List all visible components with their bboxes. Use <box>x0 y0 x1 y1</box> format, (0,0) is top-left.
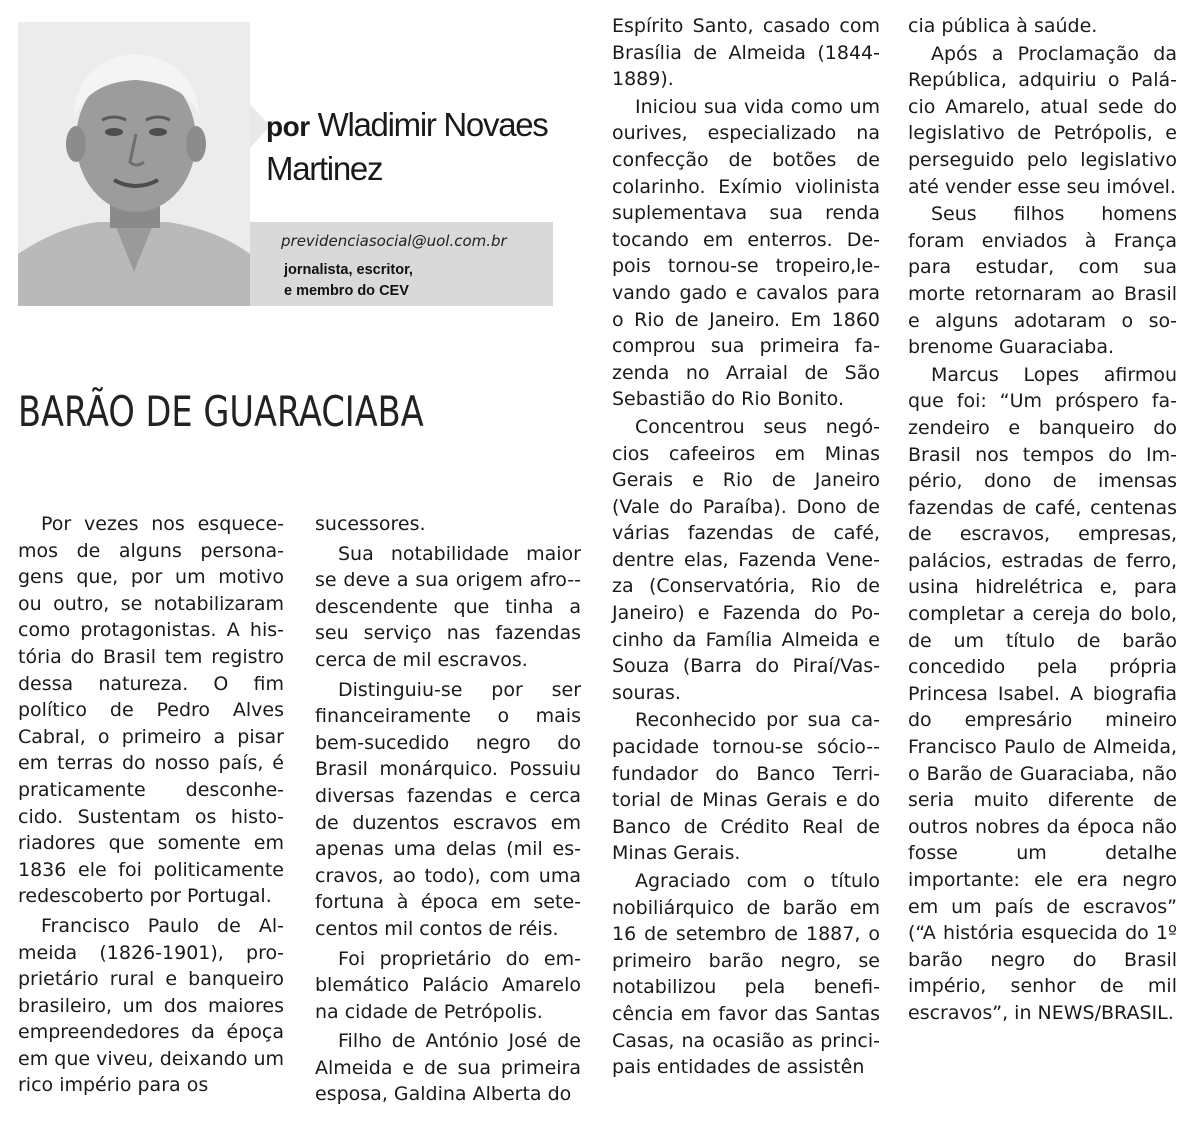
article-column-3 <box>612 13 880 1082</box>
paragraph: Concentrou seus negócios cafeeiros em Minas Gerais e Rio de Janeiro (Vale do Paraíba). Dono de várias fazendas de café, dentre elas, Fazenda Veneza (Conservatória, Rio de Janeiro) e Fazenda do Pocinho da Família Almeida e Souza (Barra do Piraí/Vassouras. <box>612 415 880 704</box>
article-column-2 <box>315 511 581 1111</box>
paragraph: Francisco Paulo de Almeida (1826-1901), proprietário rural e banqueiro brasileiro, um dos maiores empreendedores da époça em que viveu, deixando um rico império para os <box>18 914 284 1097</box>
paragraph: Distinguiu-se por ser financeiramente o mais bem-sucedido negro do Brasil monárquico. Possuiu diversas fazendas e cerca de duzentos escravos em apenas uma delas (mil escravos, ao todo), com uma fortuna à época em setecentos mil contos de réis. <box>315 678 581 940</box>
author-byline <box>266 104 566 190</box>
paragraph: Por vezes nos esquecemos de alguns personagens que, por um motivo ou outro, se notabilizaram como protagonistas. A história do Brasil tem registro dessa natureza. O fim político de Pedro Alves Cabral, o primeiro a pisar em terras do nosso país, é praticamente desconhecido. Sustentam os historiadores que somente em 1836 ele foi politicamente redescoberto por Portugal. <box>18 513 284 908</box>
author-prefix: por <box>266 111 310 142</box>
article-column-4 <box>908 13 1177 1028</box>
paragraph: Seus filhos homens foram enviados à França para estudar, com sua morte retornaram ao Brasil e alguns adotaram o sobrenome Guaraciaba. <box>908 203 1177 359</box>
paragraph: Filho de António José de Almeida e de sua primeira esposa, Galdina Alberta do <box>315 1030 581 1106</box>
author-role-line1: jornalista, escritor, <box>284 262 413 278</box>
paragraph-continuation: sucessores. <box>315 513 426 535</box>
author-role <box>284 260 413 302</box>
author-role-line2: e membro do CEV <box>284 283 409 299</box>
paragraph: Agraciado com o título nobiliárquico de barão em 16 de setembro de 1887, o primeiro barão negro, se notabilizou pela beneficência em favor das Santas Casas, na ocasião as principais entidades de assistên <box>612 870 880 1079</box>
article-column-1 <box>18 511 284 1102</box>
article-headline: BARÃO DE GUARACIABA <box>18 387 424 436</box>
paragraph-continuation: Espírito Santo, casado com Brasília de Almeida (1844-​1889). <box>612 15 880 91</box>
paragraph: Marcus Lopes afirmou que foi: “Um próspero fazendeiro e banqueiro do Brasil nos tempos do Império, dono de imensas fazendas de café, centenas de escravos, empresas, palácios, estradas de ferro, usina hidrelétrica e, para completar a cereja do bolo, de um título de barão concedido pela própria Princesa Isabel. A biografia do empresário mineiro Francisco Paulo de Almeida, o Barão de Guaraciaba, não seria muito diferente de outros nobres da época não fosse um detalhe importante: ele era negro em um país de escravos” (“A história esquecida do 1º barão negro do Brasil império, senhor de mil escravos”, in NEWS/BRASIL. <box>908 363 1177 1024</box>
author-name: Wladimir Novaes Martinez <box>266 106 548 187</box>
paragraph: Foi proprietário do emblemático Palácio Amarelo na cidade de Petrópolis. <box>315 947 581 1023</box>
paragraph-continuation: cia pública à saúde. <box>908 15 1098 37</box>
author-email: previdenciasocial@uol.com.br <box>281 232 507 250</box>
paragraph: Iniciou sua vida como um ourives, especializado na confecção de botões de colarinho. Exímio violinista suplementava sua renda tocando em enterros. Depois tornou-se tropeiro,levando gado e cavalos para o Rio de Janeiro. Em 1860 comprou sua primeira fazenda no Arraial de São Sebastião do Rio Bonito. <box>612 95 880 411</box>
paragraph: Sua notabilidade maior se deve a sua origem afro-​-descendente que tinha a seu serviço nas fazendas cerca de mil escravos. <box>315 542 581 671</box>
author-portrait-image <box>18 22 250 306</box>
paragraph: Após a Proclamação da República, adquiriu o Palácio Amarelo, atual sede do legislativo de Petrópolis, e perseguido pelo legislativo até vender esse seu imóvel. <box>908 42 1177 198</box>
paragraph: Reconhecido por sua capacidade tornou-se sócio-​-fundador do Banco Territorial de Minas Gerais e do Banco de Crédito Real de Minas Gerais. <box>612 709 880 865</box>
author-photo <box>18 22 250 306</box>
